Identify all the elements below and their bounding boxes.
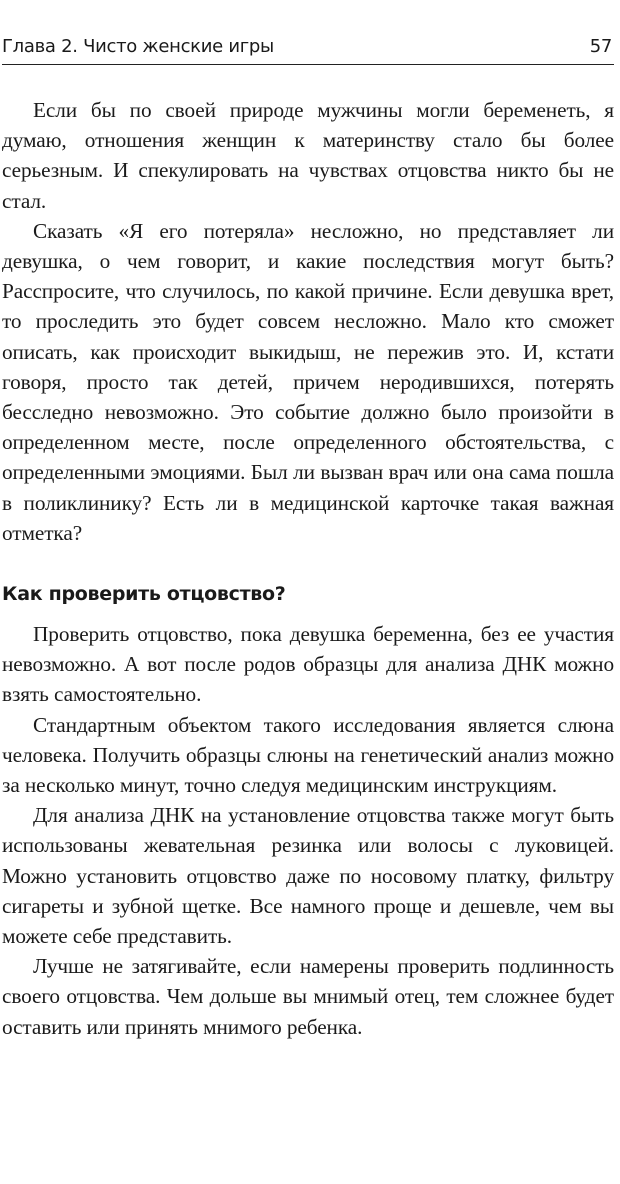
body-text xyxy=(2,95,614,1042)
chapter-title: Глава 2. Чисто женские игры xyxy=(2,36,274,57)
paragraph: Сказать «Я его потеряла» несложно, но представляет ли девушка, о чем говорит, и какие последствия могут быть? Расспросите, что случилось, по какой причине. Если девушка врет, то проследить это будет совсем несложно. Мало кто сможет описать, как происходит выкидыш, не пережив это. И, кстати говоря, просто так детей, причем неродившихся, потерять бесследно невозможно. Это событие должно было произойти в определенном месте, после определенного обстоятельства, с определенными эмоциями. Был ли вызван врач или она сама пошла в поликлинику? Есть ли в медицинской карточке такая важная отметка? xyxy=(2,218,614,545)
section-heading: Как проверить отцовство? xyxy=(2,583,286,606)
paragraph: Если бы по своей природе мужчины могли беременеть, я думаю, отношения женщин к материнству стало бы более серьезным. И спекулировать на чувствах отцовства никто бы не стал. xyxy=(2,98,614,213)
page-number: 57 xyxy=(589,36,612,57)
paragraph: Проверить отцовство, пока девушка беременна, без ее участия невозможно. А вот после родов образцы для анализа ДНК можно взять самостоятельно. xyxy=(2,622,614,707)
running-header xyxy=(2,34,614,65)
paragraph: Для анализа ДНК на установление отцовства также могут быть использованы жевательная резинка или волосы с луковицей. Можно установить отцовство даже по носовому платку, фильтру сигареты и зубной щетке. Все намного проще и дешевле, чем вы можете себе представить. xyxy=(2,803,614,949)
paragraph: Стандартным объектом такого исследования является слюна человека. Получить образцы слюны на генетический анализ можно за несколько минут, точно следуя медицинским инструкциям. xyxy=(2,712,614,798)
paragraph: Лучше не затягивайте, если намерены проверить подлинность своего отцовства. Чем дольше вы мнимый отец, тем сложнее будет оставить или принять мнимого ребенка. xyxy=(2,954,614,1039)
